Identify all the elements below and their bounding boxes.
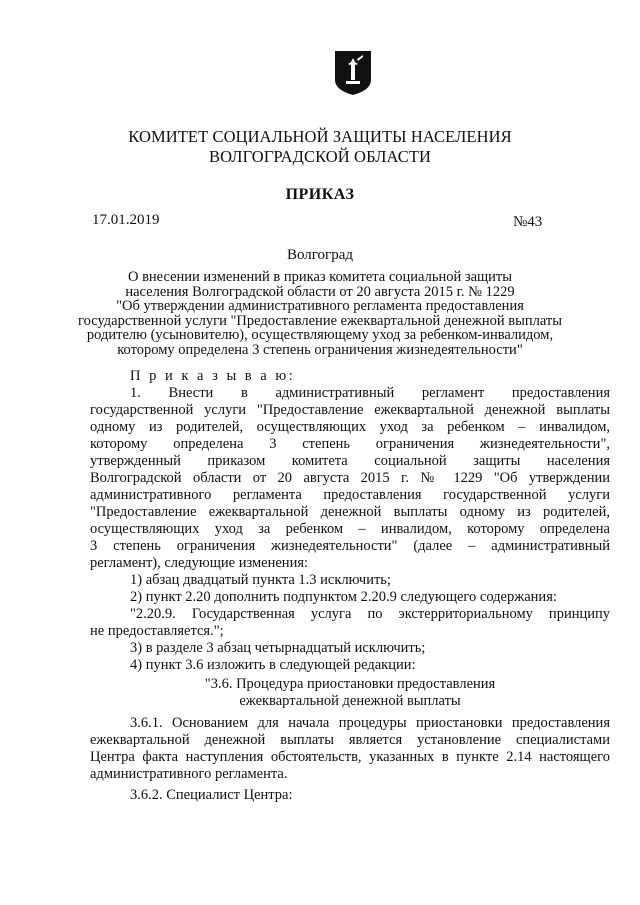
section-title: "3.6. Процедура приостановки предоставления [204,676,496,692]
volgograd-emblem-icon [334,50,372,96]
paragraph-361-line: 3.6.1. Основанием для начала процедуры приостановки предоставления [130,715,610,731]
paragraph-1-line: осуществляющих уход за ребенком – инвалидом, которому определена [90,521,610,537]
paragraph-1-line: 1. Внести в административный регламент предоставления [130,385,610,401]
quote-line: "2.20.9. Государственная услуга по экстерриториальному принципу [130,606,610,622]
document-title: ПРИКАЗ [285,186,355,203]
item-1: 1) абзац двадцатый пункта 1.3 исключить; [130,572,391,588]
order-number: №43 [513,214,543,230]
section-title: ежеквартальной денежной выплаты [239,693,461,709]
subject-line: О внесении изменений в приказ комитета социальной защиты [127,269,513,285]
order-word: П р и к а з ы в а ю: [130,368,296,384]
subject-line: населения Волгоградской области от 20 августа 2015 г. № 1229 [125,283,515,300]
paragraph-361-line: административного регламента. [90,766,288,782]
org-name-line1: КОМИТЕТ СОЦИАЛЬНОЙ ЗАЩИТЫ НАСЕЛЕНИЯ [128,127,512,146]
paragraph-1-line: одному из родителей, осуществляющих уход за ребенком – инвалидом, [90,419,610,435]
order-date: 17.01.2019 [92,212,160,228]
subject-line: государственной услуги "Предоставление ежеквартальной денежной выплаты [78,312,562,329]
item-4: 4) пункт 3.6 изложить в следующей редакции: [130,657,416,673]
paragraph-1-line: 3 степень ограничения жизнедеятельности" (далее – административный [90,538,610,554]
paragraph-1-line: государственной услуги "Предоставление ежеквартальной денежной выплаты [90,402,610,418]
paragraph-1-line: утвержденный приказом комитета социальной защиты населения [90,453,610,469]
order-body [90,368,610,804]
subject-line: "Об утверждении административного регламента предоставления [116,298,524,314]
paragraph-1-line: "Предоставление ежеквартальной денежной выплаты одному из родителей, [90,504,610,520]
paragraph-1-line: административного регламента предоставления государственной услуги [90,487,610,503]
paragraph-1-line: Волгоградской области от 20 августа 2015 г. № 1229 "Об утверждении [90,470,610,486]
subject-line: которому определена 3 степень ограничения жизнедеятельности" [117,341,523,358]
quote-line: не предоставляется."; [90,623,224,639]
paragraph-1-line: регламент), следующие изменения: [90,555,309,571]
paragraph-362: 3.6.2. Специалист Центра: [130,787,293,803]
org-name-line2: ВОЛГОГРАДСКОЙ ОБЛАСТИ [208,147,432,166]
item-2: 2) пункт 2.20 дополнить подпунктом 2.20.9 следующего содержания: [130,589,557,605]
item-3: 3) в разделе 3 абзац четырнадцатый исключить; [130,640,426,656]
subject-block [0,270,640,357]
paragraph-361-line: Центра факта наступления обстоятельств, указанных в пункте 2.14 настоящего [90,749,610,765]
paragraph-361-line: ежеквартальной денежной выплаты является установление специалистами [90,732,610,748]
city-name: Волгоград [286,247,353,263]
paragraph-1-line: которому определена 3 степень ограничения жизнедеятельности", [90,436,610,452]
subject-line: родителю (усыновителю), осуществляющему уход за ребенком-инвалидом, [86,327,554,343]
